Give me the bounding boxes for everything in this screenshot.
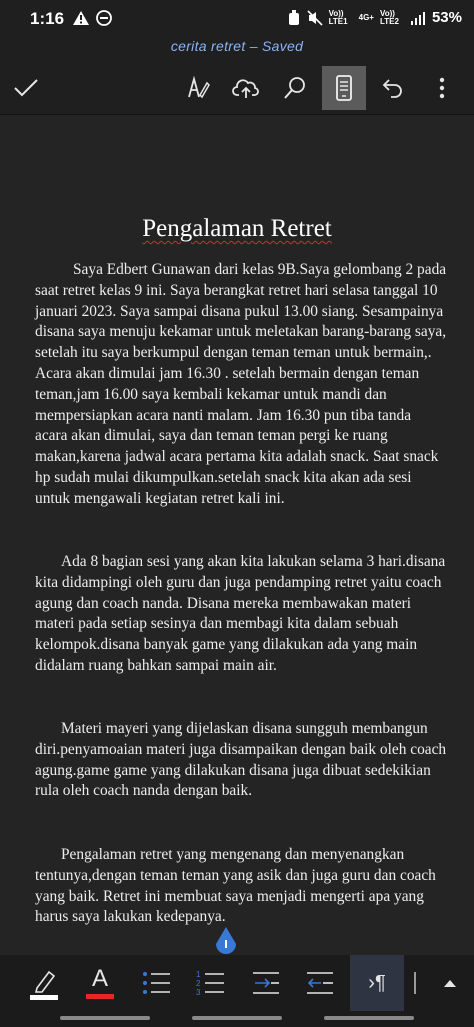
- show-formatting-label: ›¶: [368, 971, 386, 994]
- decrease-indent-icon: [305, 970, 335, 996]
- undo-button[interactable]: [370, 66, 414, 110]
- document-save-status: cerita retret – Saved: [170, 38, 304, 54]
- increase-indent-button[interactable]: [242, 955, 290, 1011]
- network-1-text: Vo)) LTE1: [328, 8, 348, 26]
- checkmark-icon: [13, 78, 39, 98]
- font-color-button[interactable]: [76, 955, 124, 1011]
- draw-icon: [186, 75, 210, 101]
- decrease-indent-button[interactable]: [296, 955, 344, 1011]
- mute-icon: [307, 10, 323, 26]
- alarm-icon: [287, 10, 301, 26]
- top-toolbar: [0, 62, 474, 114]
- done-button[interactable]: [4, 66, 48, 110]
- do-not-disturb-icon: [96, 10, 112, 26]
- find-button[interactable]: [273, 66, 317, 110]
- cursor-handle-icon[interactable]: [214, 926, 238, 956]
- more-options-button[interactable]: [420, 66, 464, 110]
- status-left-icons: [72, 10, 112, 26]
- upload-button[interactable]: [224, 66, 268, 110]
- paragraph-4[interactable]: Pengalaman retret yang mengenang dan menyenangkan tentunya,dengan teman teman yang asik dan juga guru dan coach yang baik. Retret ini membuat saya menjadi mengerti apa yang harus saya lakukan kedepanya.: [35, 846, 436, 926]
- paragraph-3[interactable]: Materi mayeri yang dijelaskan disana sungguh membangun diri.penyamoaian materi juga disampaikan dengan baik oleh coach agung.game game yang dilakukan disana juga dibuat sedekikian rula oleh coach nanda dengan baik.: [35, 720, 447, 800]
- network-1-type: 4G+: [358, 12, 374, 22]
- nav-back-handle[interactable]: [60, 1016, 150, 1020]
- battery-percent: 53%: [431, 9, 462, 26]
- font-color-label: A: [91, 965, 108, 992]
- document-canvas[interactable]: [0, 115, 474, 955]
- network-2-label: Vo)) LTE2: [379, 8, 399, 26]
- status-right-icons: [287, 9, 462, 26]
- undo-icon: [380, 76, 404, 100]
- document-header: [0, 38, 474, 62]
- search-icon: [283, 76, 307, 100]
- more-options-icon: [439, 77, 445, 99]
- nav-recents-handle[interactable]: [324, 1016, 414, 1020]
- paragraph-1[interactable]: Saya Edbert Gunawan dari kelas 9B.Saya gelombang 2 pada saat retret kelas 9 ini. Saya berangkat retret hari selasa tanggal 10 januari 2023. Saya sampai disana pukul 13.00 siang. Sesampainya disana saya menuju kekamar untuk meletakan barang-barang saya, setelah itu saya berkumpul dengan teman teman untuk bermain,. Acara akan dimulai jam 16.30 . setelah bermain dengan teman teman,jam 16.00 saya kembali kekamar untuk mandi dan mempersiapkan acara nanti malam. Jam 16.30 pun tiba tanda acara akan dimulai, saya dan teman teman pergi ke ruang makan,karena jadwal acara pertama kita adalah snack. Saat snack hp sudah mulai dikumpulkan.setelah snack kita akan ada sesi untuk mengawali kegiatan retret kali ini.: [35, 261, 447, 507]
- numbered-list-button[interactable]: [186, 955, 234, 1011]
- status-bar: [0, 0, 474, 38]
- caret-up-icon: [443, 978, 457, 988]
- paragraph-2[interactable]: Ada 8 bagian sesi yang akan kita lakukan selama 3 hari.disana kita didampingi oleh guru dan juga pendamping retret yaitu coach agung dan coach nanda. Disana mereka membawakan materi materi pada setiap sesinya dan membagi kita dalam sebuah kelompok.disana banyak game yang dilakukan ada yang main didalam ruang bahkan sampai main air.: [35, 553, 446, 674]
- svg-text:2: 2: [196, 979, 201, 988]
- status-time: 1:16: [30, 9, 65, 28]
- mobile-view-button[interactable]: [322, 66, 366, 110]
- mobile-view-icon: [335, 75, 353, 101]
- scroll-more-divider: [414, 972, 416, 994]
- highlight-button[interactable]: [20, 955, 68, 1011]
- increase-indent-icon: [251, 970, 281, 996]
- draw-button[interactable]: [176, 66, 220, 110]
- network-1-label: [329, 10, 353, 26]
- numbered-list-icon: [195, 969, 225, 997]
- cloud-upload-icon: [232, 77, 260, 99]
- scroll-more-indicator[interactable]: [404, 955, 426, 1011]
- signal-icon: [410, 11, 426, 25]
- bullet-list-button[interactable]: [132, 955, 180, 1011]
- highlighter-icon: [29, 966, 59, 1000]
- svg-text:3: 3: [196, 988, 201, 997]
- bullet-list-icon: [141, 970, 171, 996]
- document-title[interactable]: Pengalaman Retret: [142, 215, 332, 242]
- system-nav-bar: [0, 1011, 474, 1027]
- format-toolbar: [0, 955, 474, 1011]
- nav-home-handle[interactable]: [192, 1016, 282, 1020]
- font-color-swatch: [86, 994, 114, 999]
- svg-text:1: 1: [196, 970, 201, 979]
- warning-icon: [72, 10, 90, 26]
- expand-ribbon-button[interactable]: [426, 955, 474, 1011]
- show-formatting-button[interactable]: [350, 955, 404, 1011]
